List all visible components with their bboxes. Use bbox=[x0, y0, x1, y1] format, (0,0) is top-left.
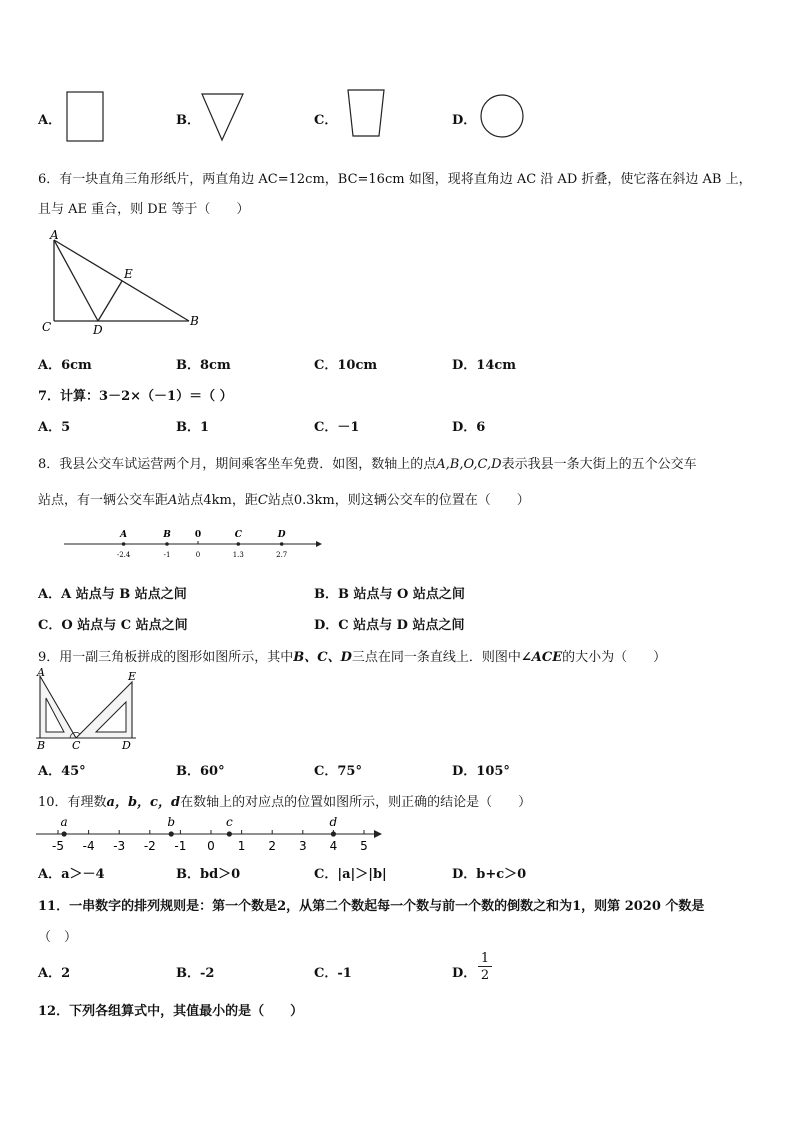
q10-tick-label-1: -4 bbox=[82, 839, 95, 853]
q10-line1-text-a: 10．有理数 bbox=[38, 795, 107, 810]
q8-question-line-1 bbox=[38, 453, 697, 472]
q8-point-1 bbox=[165, 542, 169, 546]
q8-line2-text-b: 站点4km，距 bbox=[177, 493, 258, 508]
q6-option-d: D．14cm bbox=[452, 358, 517, 373]
q10-tick-label-6: 1 bbox=[237, 839, 246, 853]
q11-question-line-1: 11．一串数字的排列规则是：第一个数是2，从第二个数起每一个数与前一个数的倒数之和为1，则第 2020 个数是 bbox=[38, 899, 705, 914]
q10-tick-label-5: 0 bbox=[207, 839, 215, 853]
q6-option-c: C．10cm bbox=[314, 358, 378, 373]
q7-option-c: C．－1 bbox=[314, 420, 360, 435]
q9-label-b: B bbox=[37, 739, 46, 752]
q10-line1-vars: a，b，c，d bbox=[106, 795, 181, 810]
q10-point-label-c: c bbox=[225, 815, 233, 829]
q9-label-a: A bbox=[37, 666, 45, 679]
q9-label-c: C bbox=[72, 739, 81, 752]
q10-tick-label-8: 3 bbox=[298, 839, 307, 853]
q8-point-0 bbox=[122, 542, 126, 546]
q6-label-a: A bbox=[50, 228, 59, 242]
q10-tick-label-0: -5 bbox=[52, 839, 64, 853]
q8-line2-text-c: 站点0.3km，则这辆公交车的位置在（ ） bbox=[267, 493, 530, 508]
q7-question-line-1: 7．计算：3－2×（－1）＝（ ） bbox=[38, 389, 233, 404]
q8-option-b: B．B 站点与 O 站点之间 bbox=[314, 587, 465, 602]
q8-point-value-0: -2.4 bbox=[116, 551, 131, 559]
q6-triangle-figure bbox=[40, 228, 210, 338]
q6-label-b: B bbox=[190, 314, 199, 328]
q5-option-b-label: B． bbox=[176, 113, 200, 128]
q12-question-line-1: 12．下列各组算式中，其值最小的是（ ） bbox=[38, 1004, 304, 1019]
q7-option-a: A．5 bbox=[38, 420, 71, 435]
q8-option-c: C．O 站点与 C 站点之间 bbox=[38, 618, 188, 633]
q8-point-value-3: 1.3 bbox=[232, 551, 244, 559]
q8-line2-point-a: A bbox=[168, 493, 178, 508]
q8-point-3 bbox=[237, 542, 241, 546]
q8-point-4 bbox=[280, 542, 284, 546]
q11-option-d-fraction bbox=[478, 951, 492, 984]
q8-line2-text-a: 站点，有一辆公交车距 bbox=[38, 493, 169, 508]
q9-line1-text-b: 三点在同一条直线上．则图中 bbox=[351, 650, 521, 665]
q6-label-d: D bbox=[93, 323, 103, 337]
q9-question-line-1 bbox=[38, 646, 666, 665]
q10-point-c bbox=[227, 831, 232, 836]
q9-line1-text-c: 的大小为（ ） bbox=[562, 650, 667, 665]
q8-number-line bbox=[64, 526, 326, 562]
q10-tick-label-4: -1 bbox=[174, 839, 187, 853]
q10-point-d bbox=[331, 831, 336, 836]
q5-option-d-label: D． bbox=[452, 113, 477, 128]
q9-triangle-boards-figure bbox=[36, 668, 140, 750]
q10-option-c: C．|a|＞|b| bbox=[314, 867, 387, 882]
q7-option-d: D．6 bbox=[452, 420, 486, 435]
q8-point-label-2: 0 bbox=[194, 530, 202, 540]
q6-option-a: A．6cm bbox=[38, 358, 92, 373]
q11-option-d-numerator: 1 bbox=[480, 951, 490, 966]
q6-option-b: B．8cm bbox=[176, 358, 231, 373]
q8-point-label-4: D bbox=[277, 530, 286, 540]
q8-point-label-0: A bbox=[120, 530, 128, 540]
q6-question-line-1: 6．有一块直角三角形纸片，两直角边 AC=12cm，BC=16cm 如图，现将直角边 AC 沿 AD 折叠，使它落在斜边 AB 上， bbox=[38, 172, 752, 187]
q8-option-d: D．C 站点与 D 站点之间 bbox=[314, 618, 465, 633]
q8-point-value-2: 0 bbox=[195, 551, 201, 559]
q9-line1-points: B、C、D bbox=[293, 650, 352, 665]
q10-point-b bbox=[169, 831, 174, 836]
q9-line1-text-a: 9．用一副三角板拼成的图形如图所示，其中 bbox=[38, 650, 294, 665]
q10-point-label-a: a bbox=[60, 815, 68, 829]
q10-question-line-1 bbox=[38, 791, 531, 810]
q10-point-label-b: b bbox=[167, 815, 176, 829]
q8-line2-point-c: C bbox=[257, 493, 268, 508]
q8-line1-text-b: 表示我县一条大街上的五个公交车 bbox=[501, 457, 697, 472]
q10-tick-label-10: 5 bbox=[360, 839, 368, 853]
q9-option-a: A．45° bbox=[38, 764, 86, 779]
q8-point-label-1: B bbox=[163, 530, 171, 540]
q8-line1-points: A,B,O,C,D bbox=[436, 457, 502, 472]
q10-point-a bbox=[62, 831, 67, 836]
q5-option-c-label: C． bbox=[314, 113, 338, 128]
q5-option-d-circle-figure bbox=[479, 94, 527, 140]
q10-number-line bbox=[36, 810, 388, 856]
q10-tick-label-7: 2 bbox=[268, 839, 277, 853]
q10-line1-text-b: 在数轴上的对应点的位置如图所示，则正确的结论是（ ） bbox=[180, 795, 532, 810]
q10-option-d: D．b+c＞0 bbox=[452, 867, 527, 882]
q7-option-b: B．1 bbox=[176, 420, 210, 435]
q10-option-b: B．bd＞0 bbox=[176, 867, 241, 882]
q5-option-a-rectangle-figure bbox=[66, 91, 106, 143]
q9-option-b: B．60° bbox=[176, 764, 225, 779]
q9-option-d: D．105° bbox=[452, 764, 510, 779]
q8-point-value-1: -1 bbox=[163, 551, 171, 559]
q11-option-a: A．2 bbox=[38, 966, 71, 981]
q11-option-d-denominator: 2 bbox=[480, 968, 490, 983]
q6-label-c: C bbox=[42, 320, 52, 334]
q11-option-c: C．-1 bbox=[314, 966, 352, 981]
q8-point-label-3: C bbox=[234, 530, 242, 540]
q5-option-a-label: A． bbox=[38, 113, 62, 128]
q8-point-value-4: 2.7 bbox=[276, 551, 288, 559]
q6-question-line-2: 且与 AE 重合，则 DE 等于（ ） bbox=[38, 202, 250, 217]
q9-line1-angle: ∠ACE bbox=[520, 650, 563, 665]
q10-tick-label-2: -3 bbox=[113, 839, 126, 853]
q11-option-d-label: D． bbox=[452, 966, 477, 981]
q9-label-e: E bbox=[128, 670, 137, 683]
q8-question-line-2 bbox=[38, 489, 530, 508]
q10-point-label-d: d bbox=[329, 815, 338, 829]
q10-tick-label-3: -2 bbox=[143, 839, 156, 853]
q8-option-a: A．A 站点与 B 站点之间 bbox=[38, 587, 187, 602]
q11-option-b: B．-2 bbox=[176, 966, 215, 981]
q10-option-a: A．a＞－4 bbox=[38, 867, 105, 882]
q9-label-d: D bbox=[122, 739, 131, 752]
q8-line1-text-a: 8．我县公交车试运营两个月，期间乘客坐车免费．如图，数轴上的点 bbox=[38, 457, 437, 472]
q5-option-c-trapezoid-figure bbox=[346, 88, 388, 140]
q6-label-e: E bbox=[124, 267, 133, 281]
q10-tick-label-9: 4 bbox=[329, 839, 338, 853]
q11-question-line-2: （ ） bbox=[38, 930, 78, 945]
q5-option-b-triangle-figure bbox=[200, 92, 246, 144]
q9-option-c: C．75° bbox=[314, 764, 362, 779]
